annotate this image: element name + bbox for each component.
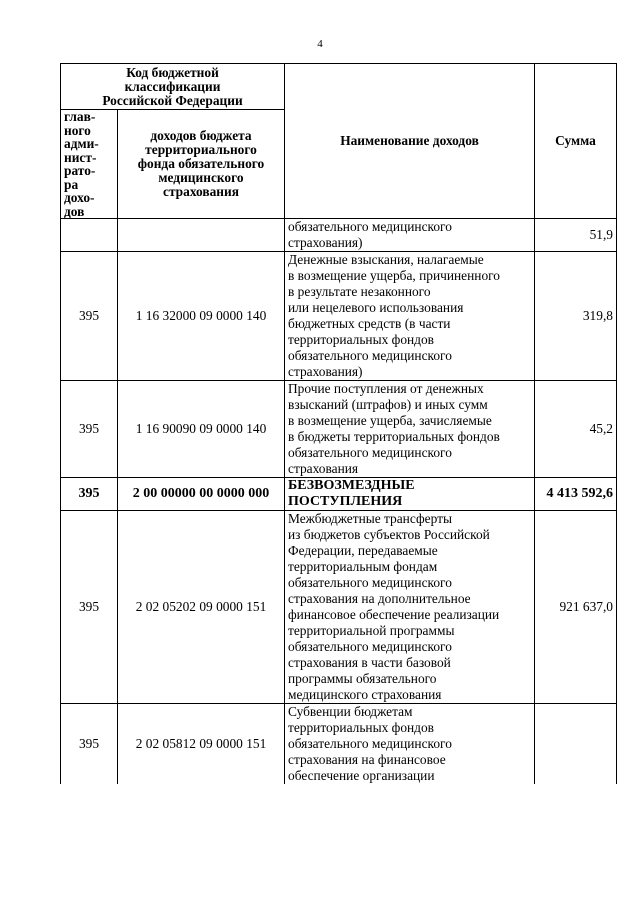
- table-row: [61, 252, 617, 381]
- sum-cell: 45,2: [535, 381, 617, 478]
- sum-cell: 4 413 592,6: [535, 478, 617, 511]
- sum-cell: 319,8: [535, 252, 617, 381]
- page-number: 4: [317, 38, 323, 50]
- budget-code-cell: 2 02 05812 09 0000 151: [118, 704, 285, 785]
- admin-code-cell: 395: [61, 381, 118, 478]
- budget-code-cell: 1 16 90090 09 0000 140: [118, 381, 285, 478]
- income-name-cell: Денежные взыскания, налагаемые в возмещение ущерба, причиненного в результате незаконного или нецелевого использования бюджетных средств (в части территориальных фондов обязательного медицинского страхования): [285, 252, 535, 381]
- table-row-total: [61, 478, 617, 511]
- table-row: [61, 704, 617, 785]
- income-name-cell: обязательного медицинского страхования): [285, 219, 535, 252]
- sum-cell: 51,9: [535, 219, 617, 252]
- header-classification-group: [61, 64, 285, 110]
- admin-code-cell: [61, 219, 118, 252]
- income-name-cell: Субвенции бюджетам территориальных фондов обязательного медицинского страхования на финансовое обеспечение организации: [285, 704, 535, 785]
- table-row: [61, 219, 617, 252]
- header-income-text: доходов бюджета территориального фонда обязательного медицинского страхования: [137, 128, 265, 199]
- budget-code-cell: 2 02 05202 09 0000 151: [118, 511, 285, 704]
- income-name-cell: БЕЗВОЗМЕЗДНЫЕ ПОСТУПЛЕНИЯ: [285, 478, 535, 511]
- budget-code-cell: [118, 219, 285, 252]
- header-income-name-text: Наименование доходов: [340, 133, 479, 148]
- header-admin-text: глав- ного адми- нист- рато- ра дохо- дов: [64, 109, 99, 219]
- table-row: [61, 381, 617, 478]
- table-body: [61, 219, 617, 785]
- revenue-table: [60, 63, 617, 784]
- header-sum-text: Сумма: [555, 133, 596, 148]
- budget-code-cell: 1 16 32000 09 0000 140: [118, 252, 285, 381]
- admin-code-cell: 395: [61, 252, 118, 381]
- budget-code-cell: 2 00 00000 00 0000 000: [118, 478, 285, 511]
- admin-code-cell: 395: [61, 511, 118, 704]
- header-sum: [535, 64, 617, 219]
- header-income-name: [285, 64, 535, 219]
- header-classification-text: Код бюджетной классификации Российской Федерации: [102, 64, 243, 108]
- admin-code-cell: 395: [61, 478, 118, 511]
- header-income-col: [118, 110, 285, 219]
- sum-cell: 921 637,0: [535, 511, 617, 704]
- income-name-cell: Межбюджетные трансферты из бюджетов субъектов Российской Федерации, передаваемые территориальным фондам обязательного медицинского страхования на дополнительное финансовое обеспечение реализации территориальной программы обязательного медицинского страхования в части базовой программы обязательного медицинского страхования: [285, 511, 535, 704]
- header-admin-col: [61, 110, 118, 219]
- table-row: [61, 511, 617, 704]
- admin-code-cell: 395: [61, 704, 118, 785]
- sum-cell: [535, 704, 617, 785]
- income-name-cell: Прочие поступления от денежных взысканий (штрафов) и иных сумм в возмещение ущерба, зачисляемые в бюджеты территориальных фондов обязательного медицинского страхования: [285, 381, 535, 478]
